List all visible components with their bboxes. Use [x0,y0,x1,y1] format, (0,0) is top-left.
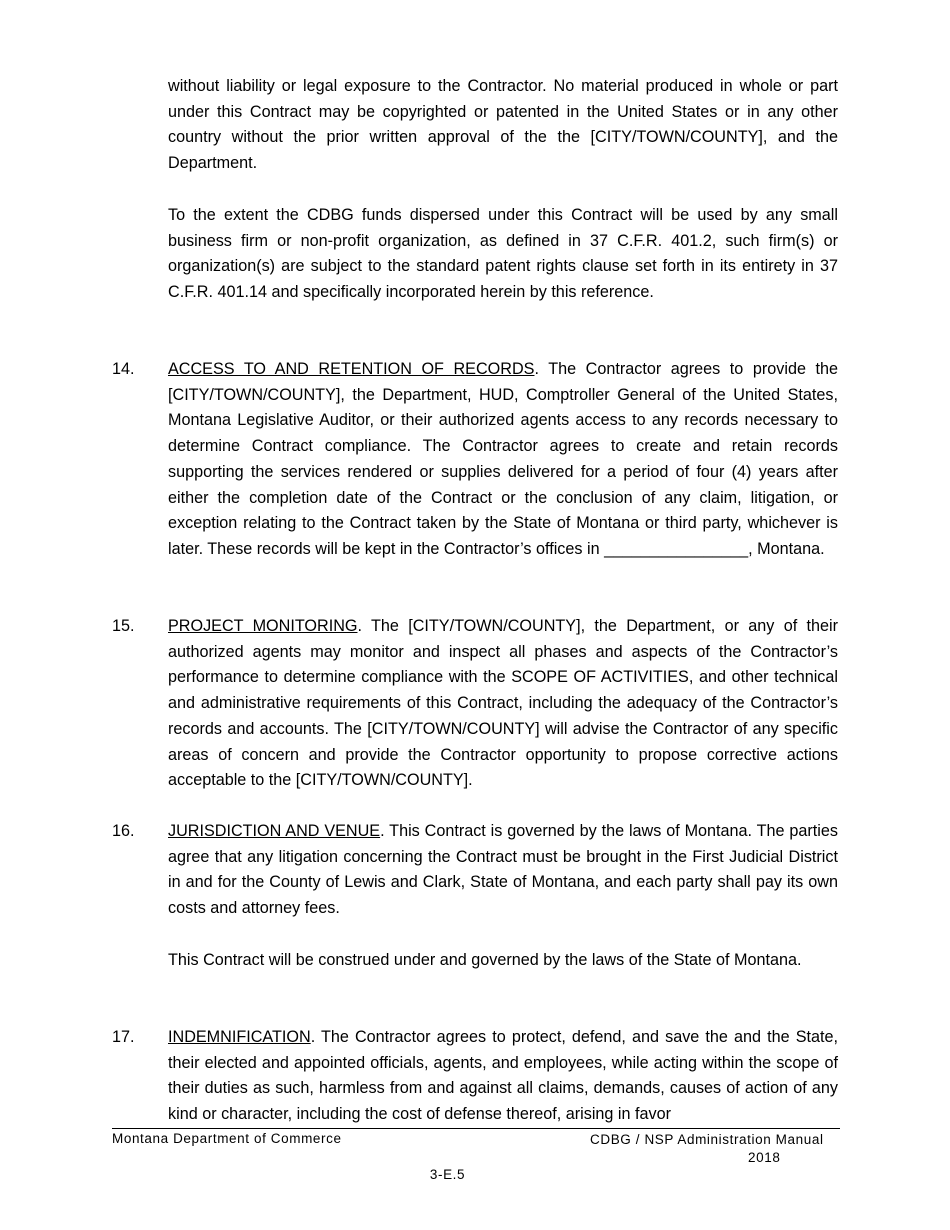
footer-year: 2018 [748,1150,781,1165]
section-15-text: . The [CITY/TOWN/COUNTY], the Department, or any of their authorized agents may monitor and inspect all phases and aspects of the Contractor’s performance to determine compliance with the SCOPE OF ACTIVITIES, and other technical and administrative requirements of this Contract, including the adequacy of the Contractor’s records and accounts. The [CITY/TOWN/COUNTY] will advise the Contractor of any specific areas of concern and provide the Contractor opportunity to propose corrective actions acceptable to the [CITY/TOWN/COUNTY]. [168,617,838,790]
section-16-text: . This Contract is governed by the laws of Montana. The parties agree that any litigation concerning the Contract must be brought in the First Judicial District in and for the County of Lewis and Clark, State of Montana, and each party shall pay its own costs and attorney fees. [168,822,838,918]
section-15-heading: PROJECT MONITORING [168,617,358,635]
footer-manual-title [590,1131,840,1167]
section-16-body [168,819,838,922]
footer-divider [112,1128,840,1129]
section-15-number: 15. [112,617,135,635]
section-16-number: 16. [112,822,135,840]
section-16-extra: This Contract will be construed under and governed by the laws of the State of Montana. [168,951,802,969]
section-17-body [168,1025,838,1128]
page-number: 3-E.5 [429,1167,466,1182]
paragraph-patent-rights: To the extent the CDBG funds dispersed under this Contract will be used by any small business firm or non-profit organization, as defined in 37 C.F.R. 401.2, such firm(s) or organization(s) are subject to the standard patent rights clause set forth in its entirety in 37 C.F.R. 401.14 and specifically incorporated herein by this reference. [168,206,838,302]
footer-organization: Montana Department of Commerce [112,1131,342,1146]
section-16-heading: JURISDICTION AND VENUE [168,822,381,840]
section-14-heading: ACCESS TO AND RETENTION OF RECORDS [168,360,535,378]
section-14-text: . The Contractor agrees to provide the [CITY/TOWN/COUNTY], the Department, HUD, Comptroller General of the United States, Montana Legislative Auditor, or their authorized agents access to any records necessary to determine Contract compliance. The Contractor agrees to create and retain records supporting the services rendered or supplies delivered for a period of four (4) years after either the completion date of the Contract or the conclusion of any claim, litigation, or exception relating to the Contract taken by the State of Montana or third party, whichever is later. These records will be kept in the Contractor’s offices in ________________, Montana. [168,360,839,558]
section-14-body [168,357,838,563]
section-17-heading: INDEMNIFICATION [168,1028,311,1046]
section-17-number: 17. [112,1028,135,1046]
section-17-text: . The Contractor agrees to protect, defend, and save the and the State, their elected and appointed officials, agents, and employees, while acting within the scope of their duties as such, harmless from and against all claims, demands, causes of action of any kind or character, including the cost of defense thereof, arising in favor [168,1028,838,1124]
section-14-number: 14. [112,360,135,378]
section-15-body [168,614,838,794]
paragraph-copyright: without liability or legal exposure to the Contractor. No material produced in whole or part under this Contract may be copyrighted or patented in the United States or in any other country without the prior written approval of the the [CITY/TOWN/COUNTY], and the Department. [168,77,838,173]
footer-manual-name: CDBG / NSP Administration Manual [590,1132,824,1147]
